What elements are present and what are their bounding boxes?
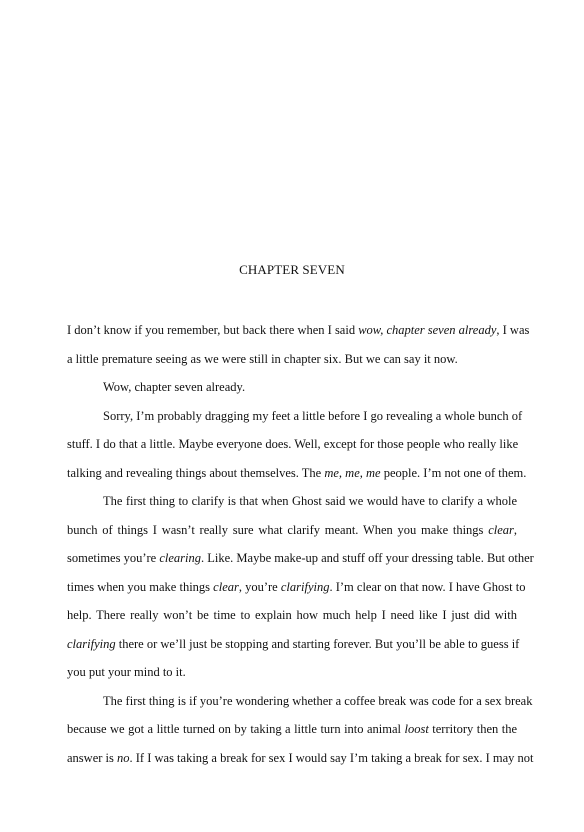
text-line [67, 487, 517, 516]
chapter-title: CHAPTER SEVEN [239, 262, 345, 277]
text-line [67, 630, 520, 659]
text-line [67, 744, 534, 773]
text-line [67, 430, 517, 459]
text-line [67, 459, 527, 488]
italic-text: clear [213, 579, 239, 594]
text-line [67, 601, 517, 630]
italic-text: clarifying [67, 636, 116, 651]
text-line [67, 373, 517, 402]
text-run: times when you make things [67, 579, 214, 594]
text-run: The first thing is if you’re wondering whether a coffee break was code for a sex break [103, 693, 533, 708]
text-run: , I was [496, 323, 530, 337]
text-run: answer is [67, 750, 117, 765]
text-run: Wow, chapter seven already. [103, 380, 246, 394]
text-run: people. I’m not one of them. [380, 465, 527, 480]
text-line [67, 687, 533, 716]
text-line [67, 715, 517, 744]
italic-text: clearing [159, 551, 202, 565]
text-run: because we got a little turned on by taking a little turn into animal [67, 722, 405, 736]
text-run: sometimes you’re [67, 551, 160, 565]
text-run: , [513, 522, 517, 537]
text-run: I don’t know if you remember, but back there when I said [67, 323, 359, 337]
text-line [67, 573, 526, 602]
italic-text: clear [488, 522, 514, 537]
italic-text: wow, chapter seven already [358, 323, 497, 337]
text-line [67, 658, 517, 687]
text-line [67, 316, 530, 345]
italic-text: me, me, me [324, 465, 381, 480]
text-line [67, 345, 517, 374]
text-line [67, 402, 523, 431]
italic-text: loost [404, 722, 429, 736]
text-line [67, 516, 517, 545]
text-run: . I’m clear on that now. I have Ghost to [329, 579, 526, 594]
text-line [67, 544, 534, 573]
text-run: bunch of things I wasn’t really sure what clarify meant. When you make things [67, 522, 489, 537]
text-run: The first thing to clarify is that when Ghost said we would have to clarify a whole [103, 494, 517, 508]
text-run: . If I was taking a break for sex I would say I’m taking a break for sex. I may not [129, 750, 534, 765]
text-run: talking and revealing things about themselves. The [67, 465, 325, 480]
text-run: you put your mind to it. [67, 665, 186, 679]
text-run: , you’re [238, 579, 281, 594]
text-run: a little premature seeing as we were still in chapter six. But we can say it now. [67, 351, 458, 366]
italic-text: no [117, 750, 130, 765]
text-run: there or we’ll just be stopping and starting forever. But you’ll be able to guess if [115, 636, 520, 651]
text-run: help. There really won’t be time to explain how much help I need like I just did with [67, 608, 517, 622]
text-run: territory then the [428, 722, 517, 736]
body-text [67, 316, 534, 772]
text-run: . Like. Maybe make-up and stuff off your dressing table. But other [201, 551, 534, 565]
text-run: stuff. I do that a little. Maybe everyone does. Well, except for those people who really like [67, 437, 519, 451]
italic-text: clarifying [280, 579, 330, 594]
text-run: Sorry, I’m probably dragging my feet a little before I go revealing a whole bunch of [103, 408, 523, 423]
